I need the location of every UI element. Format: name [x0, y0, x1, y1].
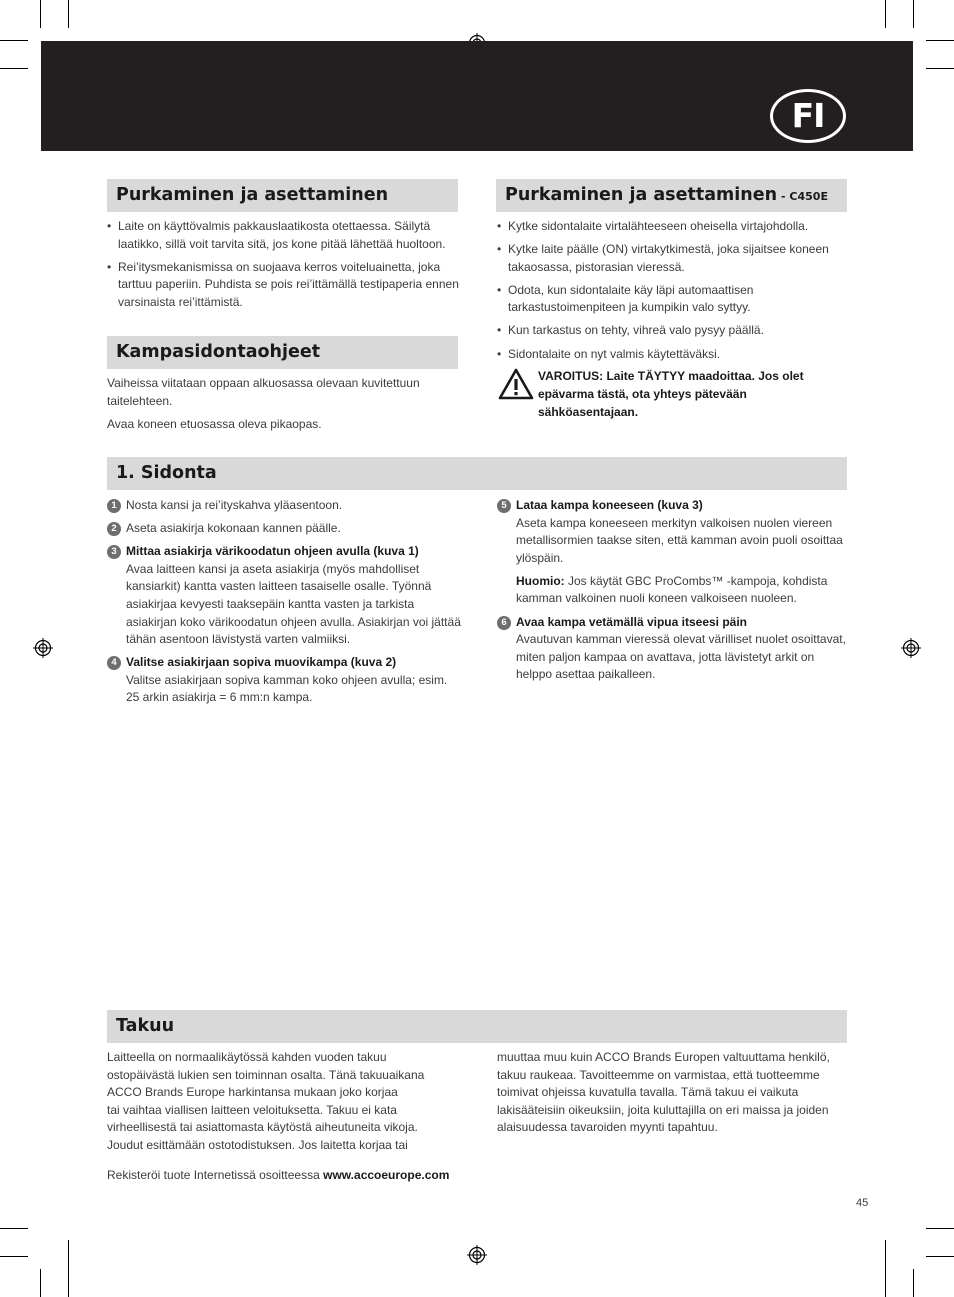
- section-title: Kampasidontaohjeet: [116, 342, 321, 362]
- step-note: [516, 573, 847, 608]
- paragraph: Avaa koneen etuosassa oleva pikaopas.: [107, 416, 322, 431]
- step-item: [497, 497, 847, 608]
- crop-mark: [926, 1228, 954, 1229]
- list-item: • Sidontalaite on nyt valmis käytettäväksi.: [497, 346, 721, 361]
- binding-steps-left: [107, 497, 463, 713]
- step-item: [107, 654, 463, 707]
- step-text: Aseta kampa koneeseen merkityn valkoisen nuolen viereen metallisormien taakse siten, että kamman avoin puoli osoittaa ylöspäin.: [516, 515, 843, 565]
- text-line: ACCO Brands Europe harkintansa mukaan joko korjaa: [107, 1085, 398, 1100]
- paragraph: Vaiheissa viitataan oppaan alkuosassa olevaan kuvitettuun taitelehteen.: [107, 376, 420, 408]
- crop-mark: [885, 1240, 886, 1297]
- c450e-bullet-list: [497, 218, 847, 369]
- section-heading-instructions: [107, 336, 458, 369]
- page-number: 45: [856, 1197, 869, 1209]
- step-number: 5: [497, 499, 511, 513]
- step-title: Mittaa asiakirja värikoodatun ohjeen avulla (kuva 1): [126, 544, 419, 559]
- crop-mark: [0, 1228, 28, 1229]
- text-line: alaisuudessa tavaroiden myynti tapahtuu.: [497, 1120, 718, 1135]
- text-line: takuu raukeaa. Tavoitteemme on varmistaa, että tuotteemme: [497, 1067, 820, 1082]
- step-item: [497, 614, 847, 684]
- text-line: Laitteella on normaalikäytössä kahden vuoden takuu: [107, 1050, 387, 1064]
- section-title: 1. Sidonta: [116, 463, 217, 483]
- crop-mark: [885, 0, 886, 28]
- step-item: [107, 520, 463, 538]
- step-number: 4: [107, 656, 121, 670]
- crop-mark: [40, 0, 41, 28]
- warranty-text-right: [497, 1049, 857, 1137]
- list-item: • Kytke laite päälle (ON) virtakytkimestä, joka sijaitsee koneen takaosassa, pistorasian vieressä.: [497, 242, 829, 274]
- crop-mark: [0, 68, 28, 69]
- warning-text: VAROITUS: Laite TÄYTYY maadoittaa. Jos olet epävarma tästä, ota yhteys pätevään sähköasentajaan.: [538, 369, 804, 419]
- step-text: Nosta kansi ja rei’ityskahva yläasentoon.: [126, 498, 343, 512]
- text-line: tai vaihtaa viallisen laitteen veloituksetta. Takuu ei kata: [107, 1102, 397, 1117]
- step-item: [107, 543, 463, 649]
- step-title: Lataa kampa koneeseen (kuva 3): [516, 498, 703, 512]
- step-title: Valitse asiakirjaan sopiva muovikampa (kuva 2): [126, 655, 397, 670]
- crop-mark: [913, 0, 914, 28]
- list-item: • Kun tarkastus on tehty, vihreä valo pysyy päällä.: [497, 323, 764, 338]
- crop-mark: [0, 1256, 28, 1257]
- step-number: 6: [497, 616, 511, 630]
- crop-mark: [926, 40, 954, 41]
- section-title: Purkaminen ja asettaminen: [116, 185, 389, 205]
- list-item: • Rei’itysmekanismissa on suojaava kerros voiteluainetta, joka tarttuu paperiin. Puhdista se pois rei’ittämällä testipaperia ennen varsinaista rei’ittämistä.: [107, 259, 459, 309]
- list-item: • Odota, kun sidontalaite käy läpi automaattisen tarkastustoimenpiteen ja kumpikin valo syttyy.: [497, 282, 754, 315]
- binding-steps-right: [497, 497, 847, 689]
- register-link[interactable]: www.accoeurope.com: [323, 1168, 450, 1182]
- step-text: Valitse asiakirjaan sopiva kamman koko ohjeen avulla; esim. 25 arkin asiakirja = 6 mm:n kampa.: [126, 672, 448, 705]
- section-heading-warranty: [107, 1010, 847, 1043]
- step-item: [107, 497, 463, 515]
- crop-mark: [926, 68, 954, 69]
- crop-mark: [913, 1269, 914, 1297]
- model-suffix: - C450E: [781, 190, 828, 203]
- text-line: ostopäivästä lukien sen toiminnan osalta. Tänä takuuaikana: [107, 1067, 425, 1082]
- registration-mark-icon: [467, 1245, 487, 1265]
- unpack-bullet-list: [107, 218, 462, 317]
- note-text: Jos käytät GBC ProCombs™ -kampoja, kohdista kamman valkoinen nuoli koneen valkoiseen nuoleen.: [516, 573, 828, 606]
- register-text: Rekisteröi tuote Internetissä osoitteessa: [107, 1168, 320, 1182]
- language-badge: FI: [770, 89, 846, 143]
- text-line: virheellisestä tai asiattomasta käytöstä aiheutuneita vikoja.: [107, 1120, 418, 1135]
- section-title: Purkaminen ja asettaminen: [505, 185, 778, 205]
- text-line: Joudut esittämään ostotodistuksen. Jos laitetta korjaa tai: [107, 1137, 408, 1152]
- warning-triangle-icon: [498, 368, 534, 400]
- section-heading-unpack-c450e: [496, 179, 847, 212]
- step-text: Aseta asiakirja kokonaan kannen päälle.: [126, 521, 341, 536]
- crop-mark: [926, 1256, 954, 1257]
- step-number: 2: [107, 522, 121, 536]
- step-title: Avaa kampa vetämällä vipua itseesi päin: [516, 614, 748, 629]
- instructions-text: [107, 375, 452, 433]
- crop-mark: [0, 40, 28, 41]
- text-line: muuttaa muu kuin ACCO Brands Europen valtuuttama henkilö,: [497, 1050, 830, 1064]
- registration-mark-icon: [901, 638, 921, 658]
- list-item: • Kytke sidontalaite virtalähteeseen oheisella virtajohdolla.: [497, 219, 809, 233]
- section-heading-binding: [107, 457, 847, 490]
- crop-mark: [68, 0, 69, 28]
- step-text: Avautuvan kamman vieressä olevat värilliset nuolet osoittavat, miten paljon kampaa on avattava, jotta lävistetyt arkit on helppo asettaa paikalleen.: [516, 632, 846, 682]
- text-line: toimivat ohjeissa kuvatulla tavalla. Tämä takuu ei vaikuta: [497, 1085, 799, 1100]
- step-number: 3: [107, 545, 121, 559]
- crop-mark: [68, 1240, 69, 1297]
- note-label: Huomio:: [516, 573, 565, 588]
- text-line: lakisääteisiin oikeuksiin, joita kuluttajilla on eri maissa ja joiden: [497, 1102, 829, 1117]
- section-heading-unpack: [107, 179, 458, 212]
- step-number: 1: [107, 499, 121, 513]
- registration-mark-icon: [33, 638, 53, 658]
- step-text: Avaa laitteen kansi ja aseta asiakirja (myös mahdolliset kansiarkit) kantta vasten laitteen tasaiselle osalle. Työnnä asiakirjaa kevyesti taaksepäin kantta vasten ja tarkista asiakirjan koko värikoodatun ohjeen avulla. Asiakirjan voi jättää tähän asentoon lävistystä varten valmiiksi.: [126, 561, 461, 647]
- crop-mark: [40, 1269, 41, 1297]
- section-title: Takuu: [116, 1016, 175, 1036]
- register-line: [107, 1167, 557, 1185]
- warranty-text-left: [107, 1049, 477, 1155]
- list-item: • Laite on käyttövalmis pakkauslaatikosta otettaessa. Säilytä laatikko, sillä voit tarvita sitä, jos kone pitää lähettää huoltoon.: [107, 219, 446, 251]
